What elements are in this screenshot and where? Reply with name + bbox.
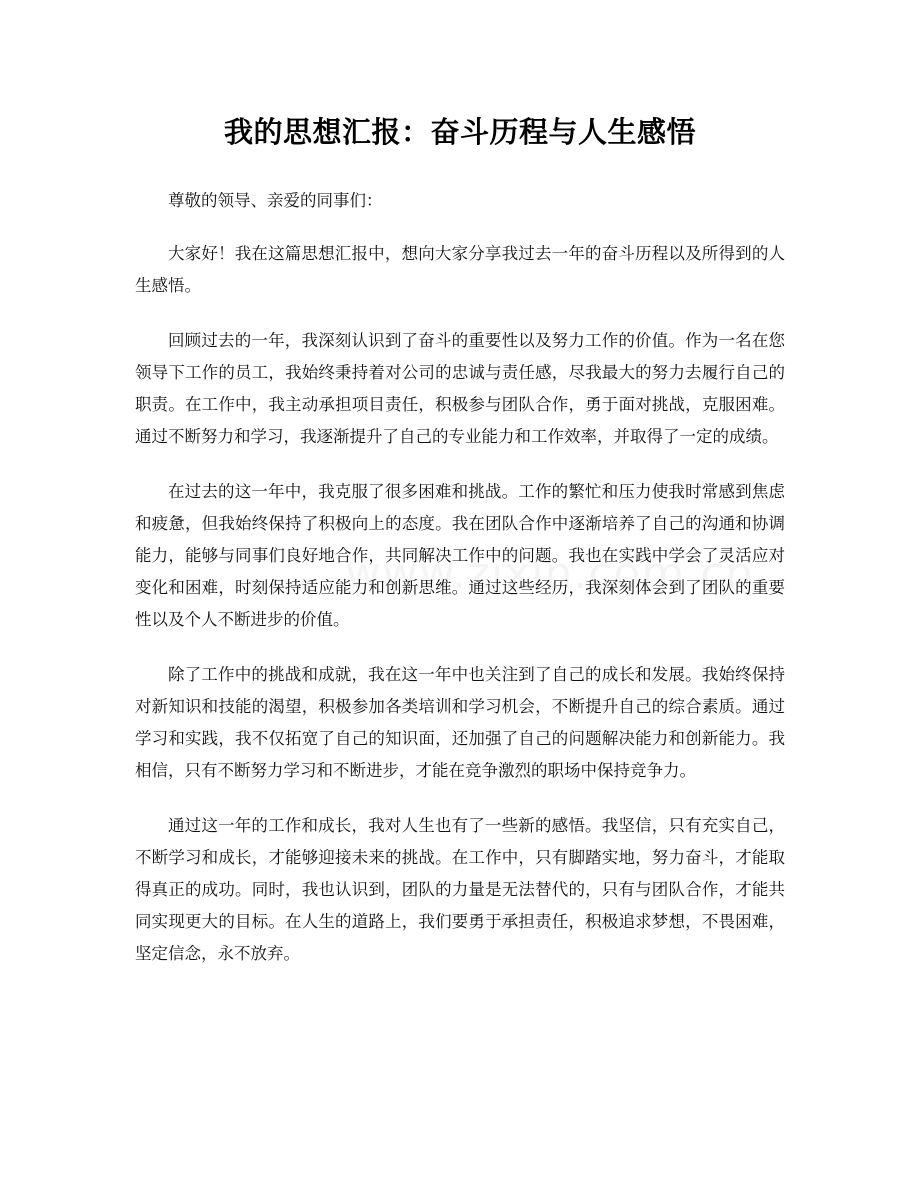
paragraph-insights: 通过这一年的工作和成长，我对人生也有了一些新的感悟。我坚信，只有充实自己，不断学习和成长，才能够迎接未来的挑战。在工作中，只有脚踏实地，努力奋斗，才能取得真正的成功。同时，我也认识到，团队的力量是无法替代的，只有与团队合作，才能共同实现更大的目标。在人生的道路上，我们要勇于承担责任，积极追求梦想，不畏困难，坚定信念，永不放弃。 (135, 816, 785, 963)
paragraph-growth: 除了工作中的挑战和成就，我在这一年中也关注到了自己的成长和发展。我始终保持对新知识和技能的渴望，积极参加各类培训和学习机会，不断提升自己的综合素质。通过学习和实践，我不仅拓宽了自己的知识面，还加强了自己的问题解决能力和创新能力。我相信，只有不断努力学习和不断进步，才能在竞争激烈的职场中保持竞争力。 (135, 665, 785, 780)
salutation: 尊敬的领导、亲爱的同事们： (168, 191, 383, 210)
document-title: 我的思想汇报：奋斗历程与人生感悟 (223, 115, 696, 149)
paragraph-challenges: 在过去的这一年中，我克服了很多困难和挑战。工作的繁忙和压力使我时常感到焦虑和疲惫，但我始终保持了积极向上的态度。我在团队合作中逐渐培养了自己的沟通和协调能力，能够与同事们良好地合作，共同解决工作中的问题。我也在实践中学会了灵活应对变化和困难，时刻保持适应能力和创新思维。通过这些经历，我深刻体会到了团队的重要性以及个人不断进步的价值。 (135, 482, 785, 629)
paragraph-greeting: 大家好！我在这篇思想汇报中，想向大家分享我过去一年的奋斗历程以及所得到的人生感悟。 (135, 244, 785, 295)
document-body (135, 185, 785, 993)
paragraph-review: 回顾过去的一年，我深刻认识到了奋斗的重要性以及努力工作的价值。作为一名在您领导下工作的员工，我始终秉持着对公司的忠诚与责任感，尽我最大的努力去履行自己的职责。在工作中，我主动承担项目责任，积极参与团队合作，勇于面对挑战，克服困难。通过不断努力和学习，我逐渐提升了自己的专业能力和工作效率，并取得了一定的成绩。 (135, 331, 785, 446)
